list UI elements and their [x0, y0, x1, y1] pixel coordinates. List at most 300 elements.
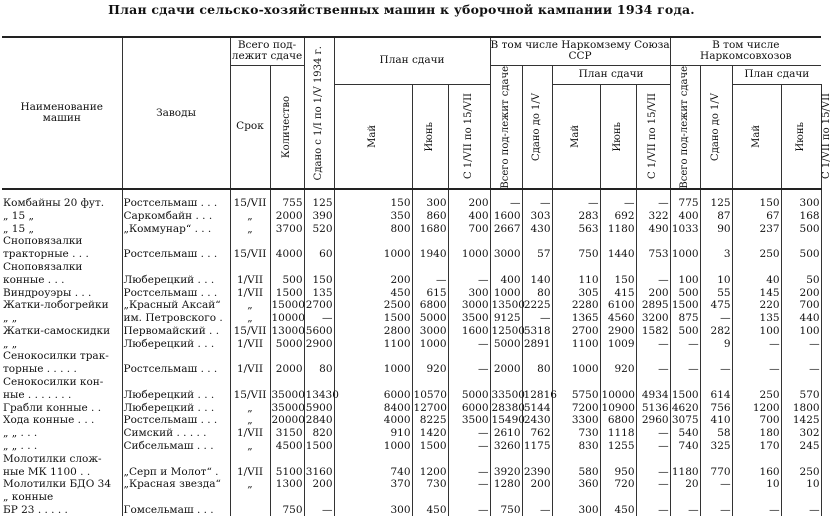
- cell-nkz-may: 580: [552, 465, 600, 478]
- cell-plan-jul: —: [448, 273, 490, 286]
- cell-plan-jul: 300: [448, 286, 490, 299]
- cell-nks-june: —: [781, 362, 821, 375]
- cell-plan-may: [334, 452, 412, 465]
- plant-name: Люберецкий . . .: [122, 388, 230, 401]
- cell-nks-total: 540: [670, 426, 700, 439]
- cell-nks-total: 400: [670, 209, 700, 222]
- cell-term: 1/VII: [230, 362, 270, 375]
- cell-plan-may: 8400: [334, 401, 412, 414]
- cell-nks-may: 250: [732, 388, 781, 401]
- plant-name: Ростсельмаш . . .: [122, 247, 230, 260]
- header-nks-june: Июнь: [781, 84, 821, 189]
- cell-nks-delivered: 770: [700, 465, 732, 478]
- cell-quantity: 13000: [271, 324, 305, 337]
- cell-plan-june: [412, 452, 448, 465]
- cell-nks-may: [732, 235, 781, 248]
- cell-nks-june: 500: [781, 247, 821, 260]
- cell-nkz-total: 750: [490, 503, 522, 516]
- table-row: [2, 465, 821, 478]
- cell-plan-jul: 1600: [448, 324, 490, 337]
- cell-nks-total: 4620: [671, 401, 699, 414]
- cell-nkz-may: [552, 452, 600, 465]
- cell-plan-june: [412, 235, 448, 248]
- cell-nkz-june: 1440: [600, 247, 636, 260]
- cell-quantity: [270, 375, 304, 388]
- cell-quantity: 3700: [270, 222, 304, 235]
- cell-nkz-total: 3920: [490, 465, 522, 478]
- cell-delivered: 135: [304, 286, 334, 299]
- cell-nkz-total: —: [490, 189, 522, 209]
- cell-nkz-total: 15490: [491, 414, 525, 427]
- cell-nks-june: [781, 375, 821, 388]
- cell-nkz-june: 1255: [600, 439, 636, 452]
- header-total-due: Всего под-лежит сдаче: [230, 37, 304, 65]
- cell-nks-may: 700: [732, 414, 781, 427]
- cell-delivered: 1500: [305, 440, 333, 453]
- cell-plan-june: 860: [412, 209, 448, 222]
- cell-nkz-total: 33500: [491, 388, 525, 401]
- cell-quantity: 755: [270, 189, 304, 209]
- cell-delivered: 390: [304, 209, 334, 222]
- cell-nkz-total: [490, 452, 522, 465]
- cell-delivered: [304, 260, 334, 273]
- machine-name: „ „ . . .: [3, 440, 38, 453]
- cell-plan-june: [412, 490, 448, 503]
- table-row: [2, 439, 821, 452]
- cell-plan-may: 350: [334, 209, 412, 222]
- machine-name: „ „: [3, 312, 18, 325]
- cell-nks-may: 67: [732, 209, 781, 222]
- cell-nkz-june: 150: [600, 273, 636, 286]
- cell-nkz-may: 830: [552, 439, 600, 452]
- cell-quantity: 4000: [270, 247, 304, 260]
- cell-nkz-total: 2000: [490, 362, 522, 375]
- cell-term: [230, 452, 270, 465]
- plant-name: [122, 350, 230, 363]
- cell-plan-jul: 6000: [448, 401, 490, 414]
- cell-nkz-jul: 1582: [636, 324, 670, 337]
- cell-nks-june: 300: [781, 189, 821, 209]
- cell-nkz-june: 10000: [601, 388, 635, 401]
- cell-nkz-june: [600, 490, 636, 503]
- machine-name: Сноповязалки: [3, 260, 83, 273]
- cell-nkz-delivered: 2225: [523, 299, 551, 312]
- cell-plan-may: 2500: [334, 299, 412, 312]
- cell-nkz-total: [490, 350, 522, 363]
- plant-name: Гомсельмаш . . .: [122, 503, 230, 516]
- cell-nkz-jul: —: [636, 273, 670, 286]
- cell-nks-total: 3075: [671, 414, 699, 427]
- cell-nks-delivered: —: [700, 478, 732, 491]
- cell-nkz-delivered: 200: [522, 478, 552, 491]
- machine-name: Комбайны 20 фут.: [3, 196, 105, 209]
- cell-plan-june: [412, 260, 448, 273]
- plant-name: Люберецкий . . .: [122, 273, 230, 286]
- cell-plan-june: 300: [412, 189, 448, 209]
- cell-nkz-june: 6800: [600, 414, 636, 427]
- cell-plan-jul: [448, 490, 490, 503]
- cell-plan-may: 2800: [334, 324, 412, 337]
- cell-nkz-may: [552, 350, 600, 363]
- table-row: [2, 311, 821, 324]
- machine-name: тракторные . . .: [3, 248, 89, 261]
- cell-delivered: 80: [304, 362, 334, 375]
- cell-nkz-delivered: 12816: [523, 388, 557, 401]
- cell-nkz-jul: 322: [636, 209, 670, 222]
- cell-nkz-jul: —: [636, 478, 670, 491]
- table-row: [2, 222, 821, 235]
- cell-nks-delivered: 58: [700, 426, 732, 439]
- machine-name: конные . . .: [3, 273, 65, 286]
- cell-quantity: [270, 490, 304, 503]
- header-nkz-may: Май: [552, 84, 600, 189]
- header-jul: С 1/VII по 15/VII: [448, 84, 490, 189]
- cell-nks-total: 875: [670, 311, 700, 324]
- cell-quantity: 750: [270, 503, 304, 516]
- cell-nks-june: 570: [781, 388, 821, 401]
- cell-plan-jul: —: [448, 439, 490, 452]
- cell-term: 1/VII: [230, 337, 270, 350]
- plant-name: „Красный Аксай“: [122, 299, 230, 312]
- cell-nks-delivered: —: [700, 503, 732, 516]
- cell-nks-june: 1800: [781, 401, 821, 414]
- cell-nkz-delivered: 5318: [523, 324, 551, 337]
- machine-name: торные . . . . .: [3, 363, 77, 376]
- cell-plan-june: 1680: [412, 222, 448, 235]
- cell-plan-june: [412, 350, 448, 363]
- cell-quantity: 1300: [270, 478, 304, 491]
- cell-term: 15/VII: [230, 189, 270, 209]
- cell-nks-may: —: [732, 503, 781, 516]
- cell-quantity: 35000: [271, 388, 305, 401]
- cell-plan-jul: —: [448, 465, 490, 478]
- cell-quantity: 2000: [270, 362, 304, 375]
- machine-name: „ 15 „: [3, 222, 34, 235]
- cell-delivered: [304, 490, 334, 503]
- table-row: [2, 324, 821, 337]
- cell-nkz-delivered: 1175: [523, 440, 551, 453]
- table-row: [2, 273, 821, 286]
- cell-nks-total: [670, 350, 700, 363]
- cell-nks-may: 180: [732, 426, 781, 439]
- header-quantity: Количество: [270, 65, 304, 189]
- cell-nks-may: [732, 375, 781, 388]
- cell-term: „: [230, 222, 270, 235]
- plant-name: „Коммунар“ . . .: [122, 222, 230, 235]
- cell-plan-may: 800: [334, 222, 412, 235]
- cell-plan-june: 10570: [413, 388, 447, 401]
- cell-nkz-may: 2700: [552, 324, 600, 337]
- cell-nkz-jul: 753: [636, 247, 670, 260]
- cell-delivered: 520: [304, 222, 334, 235]
- cell-nkz-total: 400: [490, 273, 522, 286]
- plant-name: [122, 260, 230, 273]
- cell-nks-may: 40: [732, 273, 781, 286]
- cell-nkz-total: 3000: [490, 247, 522, 260]
- cell-plan-june: 6800: [412, 299, 448, 312]
- cell-nkz-jul: —: [636, 426, 670, 439]
- table-row: [2, 452, 821, 465]
- cell-nks-total: 20: [670, 478, 700, 491]
- cell-plan-june: 730: [412, 478, 448, 491]
- cell-nkz-total: 1000: [490, 286, 522, 299]
- cell-plan-jul: 400: [448, 209, 490, 222]
- table-row: [2, 388, 821, 401]
- cell-term: [230, 350, 270, 363]
- plant-name: [122, 490, 230, 503]
- cell-quantity: [270, 350, 304, 363]
- cell-nkz-may: [552, 375, 600, 388]
- plant-name: Ростсельмаш . . .: [122, 414, 230, 427]
- header-nkz-june: Июнь: [600, 84, 636, 189]
- cell-plan-jul: —: [448, 337, 490, 350]
- cell-nks-total: [670, 490, 700, 503]
- header-nkz-delivered: Сдано до 1/V: [522, 65, 552, 189]
- cell-term: [230, 375, 270, 388]
- cell-nks-may: 220: [732, 299, 781, 312]
- cell-term: „: [230, 209, 270, 222]
- table-row: [2, 401, 821, 414]
- cell-nkz-june: 1118: [600, 426, 636, 439]
- cell-delivered: 125: [304, 189, 334, 209]
- cell-nkz-june: 10900: [601, 401, 635, 414]
- cell-plan-may: 370: [334, 478, 412, 491]
- cell-nkz-delivered: [522, 452, 552, 465]
- cell-nks-delivered: 756: [700, 401, 732, 414]
- cell-delivered: [304, 235, 334, 248]
- machine-name: Сенокосилки кон-: [3, 376, 104, 389]
- cell-nks-delivered: [700, 375, 732, 388]
- cell-nks-may: —: [732, 337, 781, 350]
- cell-quantity: [270, 235, 304, 248]
- cell-plan-may: [334, 490, 412, 503]
- cell-term: 15/VII: [230, 324, 270, 337]
- cell-delivered: 150: [304, 273, 334, 286]
- cell-nkz-total: 2667: [490, 222, 522, 235]
- table-row: [2, 426, 821, 439]
- cell-plan-june: 1940: [412, 247, 448, 260]
- cell-term: „: [230, 299, 270, 312]
- table-row: [2, 337, 821, 350]
- cell-nks-june: —: [781, 337, 821, 350]
- cell-nkz-jul: —: [636, 503, 670, 516]
- cell-delivered: 2700: [305, 299, 333, 312]
- cell-plan-may: [334, 260, 412, 273]
- cell-plan-jul: [448, 375, 490, 388]
- cell-nkz-jul: [636, 260, 670, 273]
- cell-nks-may: 170: [732, 439, 781, 452]
- cell-nks-june: [781, 350, 821, 363]
- cell-plan-may: 300: [334, 503, 412, 516]
- cell-plan-may: 1500: [334, 311, 412, 324]
- cell-nks-june: [781, 260, 821, 273]
- cell-nks-total: [670, 452, 700, 465]
- cell-nks-delivered: [700, 235, 732, 248]
- cell-nkz-may: 750: [552, 247, 600, 260]
- cell-nks-may: 135: [732, 311, 781, 324]
- cell-nks-total: —: [670, 337, 700, 350]
- cell-quantity: 20000: [271, 414, 305, 427]
- cell-plan-jul: 200: [448, 189, 490, 209]
- header-nks-plan: План сдачи: [732, 65, 821, 84]
- header-june: Июнь: [412, 84, 448, 189]
- cell-nkz-jul: —: [636, 439, 670, 452]
- cell-nkz-jul: [636, 350, 670, 363]
- cell-nkz-jul: —: [636, 362, 670, 375]
- plant-name: Ростсельмаш . . .: [122, 286, 230, 299]
- cell-nkz-delivered: 80: [522, 286, 552, 299]
- cell-quantity: 3150: [270, 426, 304, 439]
- cell-nkz-total: 2610: [490, 426, 522, 439]
- cell-nks-total: 100: [670, 273, 700, 286]
- cell-delivered: 13430: [305, 388, 339, 401]
- cell-quantity: 10000: [271, 312, 305, 325]
- cell-nkz-delivered: 80: [522, 362, 552, 375]
- cell-quantity: 5100: [270, 465, 304, 478]
- table-row: [2, 503, 821, 516]
- cell-term: „: [230, 311, 270, 324]
- cell-nkz-jul: —: [636, 337, 670, 350]
- cell-nkz-may: —: [552, 189, 600, 209]
- cell-quantity: 1500: [270, 286, 304, 299]
- header-plants: Заводы: [122, 37, 230, 189]
- cell-nks-june: 700: [781, 299, 821, 312]
- machine-name: „ конные: [3, 491, 54, 504]
- cell-nkz-total: 28380: [491, 401, 525, 414]
- cell-nkz-jul: [636, 452, 670, 465]
- cell-nkz-jul: 2895: [636, 299, 670, 312]
- cell-nks-may: —: [732, 362, 781, 375]
- cell-nkz-june: 950: [600, 465, 636, 478]
- plant-name: им. Петровского .: [122, 311, 230, 324]
- cell-plan-june: 3000: [412, 324, 448, 337]
- cell-quantity: 2000: [270, 209, 304, 222]
- cell-plan-june: 8225: [412, 414, 448, 427]
- header-nks: В том числе Наркомсовхозов: [670, 37, 821, 65]
- cell-plan-june: [412, 375, 448, 388]
- cell-plan-june: 450: [412, 503, 448, 516]
- delivery-plan-table: [2, 36, 832, 516]
- cell-quantity: [270, 452, 304, 465]
- cell-nkz-jul: [636, 490, 670, 503]
- cell-plan-may: 910: [334, 426, 412, 439]
- cell-nkz-may: [552, 235, 600, 248]
- cell-nks-may: 145: [732, 286, 781, 299]
- cell-term: 15/VII: [230, 247, 270, 260]
- cell-nkz-total: [490, 260, 522, 273]
- cell-nkz-total: 3260: [490, 439, 522, 452]
- cell-nks-june: 500: [781, 222, 821, 235]
- cell-nkz-jul: 2960: [636, 414, 670, 427]
- cell-nkz-total: 1280: [490, 478, 522, 491]
- table-row: [2, 350, 821, 363]
- machine-name: ные . . . . . . .: [3, 388, 72, 401]
- cell-nks-delivered: 90: [700, 222, 732, 235]
- cell-nkz-may: 300: [552, 503, 600, 516]
- cell-nkz-delivered: 303: [522, 209, 552, 222]
- cell-nkz-total: 9125: [490, 311, 522, 324]
- cell-nkz-delivered: 2390: [523, 465, 551, 478]
- cell-nkz-jul: [636, 375, 670, 388]
- cell-nks-may: 100: [732, 324, 781, 337]
- plant-name: Симский . . . . .: [122, 426, 230, 439]
- cell-nks-total: —: [670, 362, 700, 375]
- machine-name: Молотилки БДО 34: [3, 478, 111, 491]
- cell-plan-may: 1100: [334, 337, 412, 350]
- cell-delivered: 2840: [305, 414, 333, 427]
- document-title: План сдачи сельско-хозяйственных машин к уборочной кампании 1934 года.: [108, 2, 695, 17]
- cell-nkz-may: 305: [552, 286, 600, 299]
- cell-nks-may: [732, 350, 781, 363]
- cell-nkz-may: 563: [552, 222, 600, 235]
- cell-nkz-jul: —: [636, 465, 670, 478]
- cell-nks-may: 150: [732, 189, 781, 209]
- cell-nks-june: 440: [781, 311, 821, 324]
- cell-delivered: 60: [304, 247, 334, 260]
- plant-name: Люберецкий . . .: [122, 401, 230, 414]
- cell-nks-may: 250: [732, 247, 781, 260]
- cell-nkz-jul: 3200: [636, 311, 670, 324]
- cell-nkz-may: [552, 260, 600, 273]
- cell-delivered: 200: [304, 478, 334, 491]
- table-row: [2, 478, 821, 491]
- header-nkz-plan: План сдачи: [552, 65, 670, 84]
- cell-nkz-june: 2900: [600, 324, 636, 337]
- header-plan: План сдачи: [334, 37, 490, 84]
- plant-name: Саркомбайн . . .: [122, 209, 230, 222]
- cell-plan-may: [334, 235, 412, 248]
- cell-nks-may: 160: [732, 465, 781, 478]
- cell-plan-jul: 3500: [448, 414, 490, 427]
- cell-nkz-jul: 200: [636, 286, 670, 299]
- cell-nks-total: [670, 375, 700, 388]
- table-row: [2, 247, 821, 260]
- cell-nkz-delivered: 2891: [523, 337, 551, 350]
- cell-plan-jul: —: [448, 503, 490, 516]
- cell-nkz-may: 1000: [552, 362, 600, 375]
- cell-nkz-delivered: 5144: [523, 401, 551, 414]
- cell-plan-may: 1000: [334, 362, 412, 375]
- cell-nks-delivered: 325: [700, 439, 732, 452]
- machine-name: Жатки-самоскидки: [3, 324, 111, 337]
- cell-term: „: [230, 414, 270, 427]
- cell-plan-june: 1000: [412, 337, 448, 350]
- cell-nkz-may: [552, 490, 600, 503]
- cell-nkz-june: 720: [600, 478, 636, 491]
- cell-nks-total: —: [670, 503, 700, 516]
- machine-name: Молотилки слож-: [3, 452, 102, 465]
- header-nks-may: Май: [732, 84, 781, 189]
- cell-term: 1/VII: [230, 426, 270, 439]
- cell-nks-delivered: [700, 350, 732, 363]
- cell-nks-june: 302: [781, 426, 821, 439]
- cell-nks-total: 775: [670, 189, 700, 209]
- cell-term: [230, 260, 270, 273]
- machine-name: ные МК 1100 . .: [3, 465, 91, 478]
- cell-nks-total: [670, 260, 700, 273]
- cell-nks-june: —: [781, 503, 821, 516]
- cell-nks-may: [732, 452, 781, 465]
- cell-nks-delivered: 55: [700, 286, 732, 299]
- cell-nks-june: [781, 490, 821, 503]
- cell-nkz-may: 1100: [552, 337, 600, 350]
- cell-quantity: 500: [270, 273, 304, 286]
- cell-nkz-may: 1365: [552, 311, 600, 324]
- header-nks-total: Всего под-лежит сдаче: [670, 65, 700, 189]
- machine-name: Хода конные . . .: [3, 414, 95, 427]
- cell-nkz-total: 1600: [490, 209, 522, 222]
- cell-term: [230, 235, 270, 248]
